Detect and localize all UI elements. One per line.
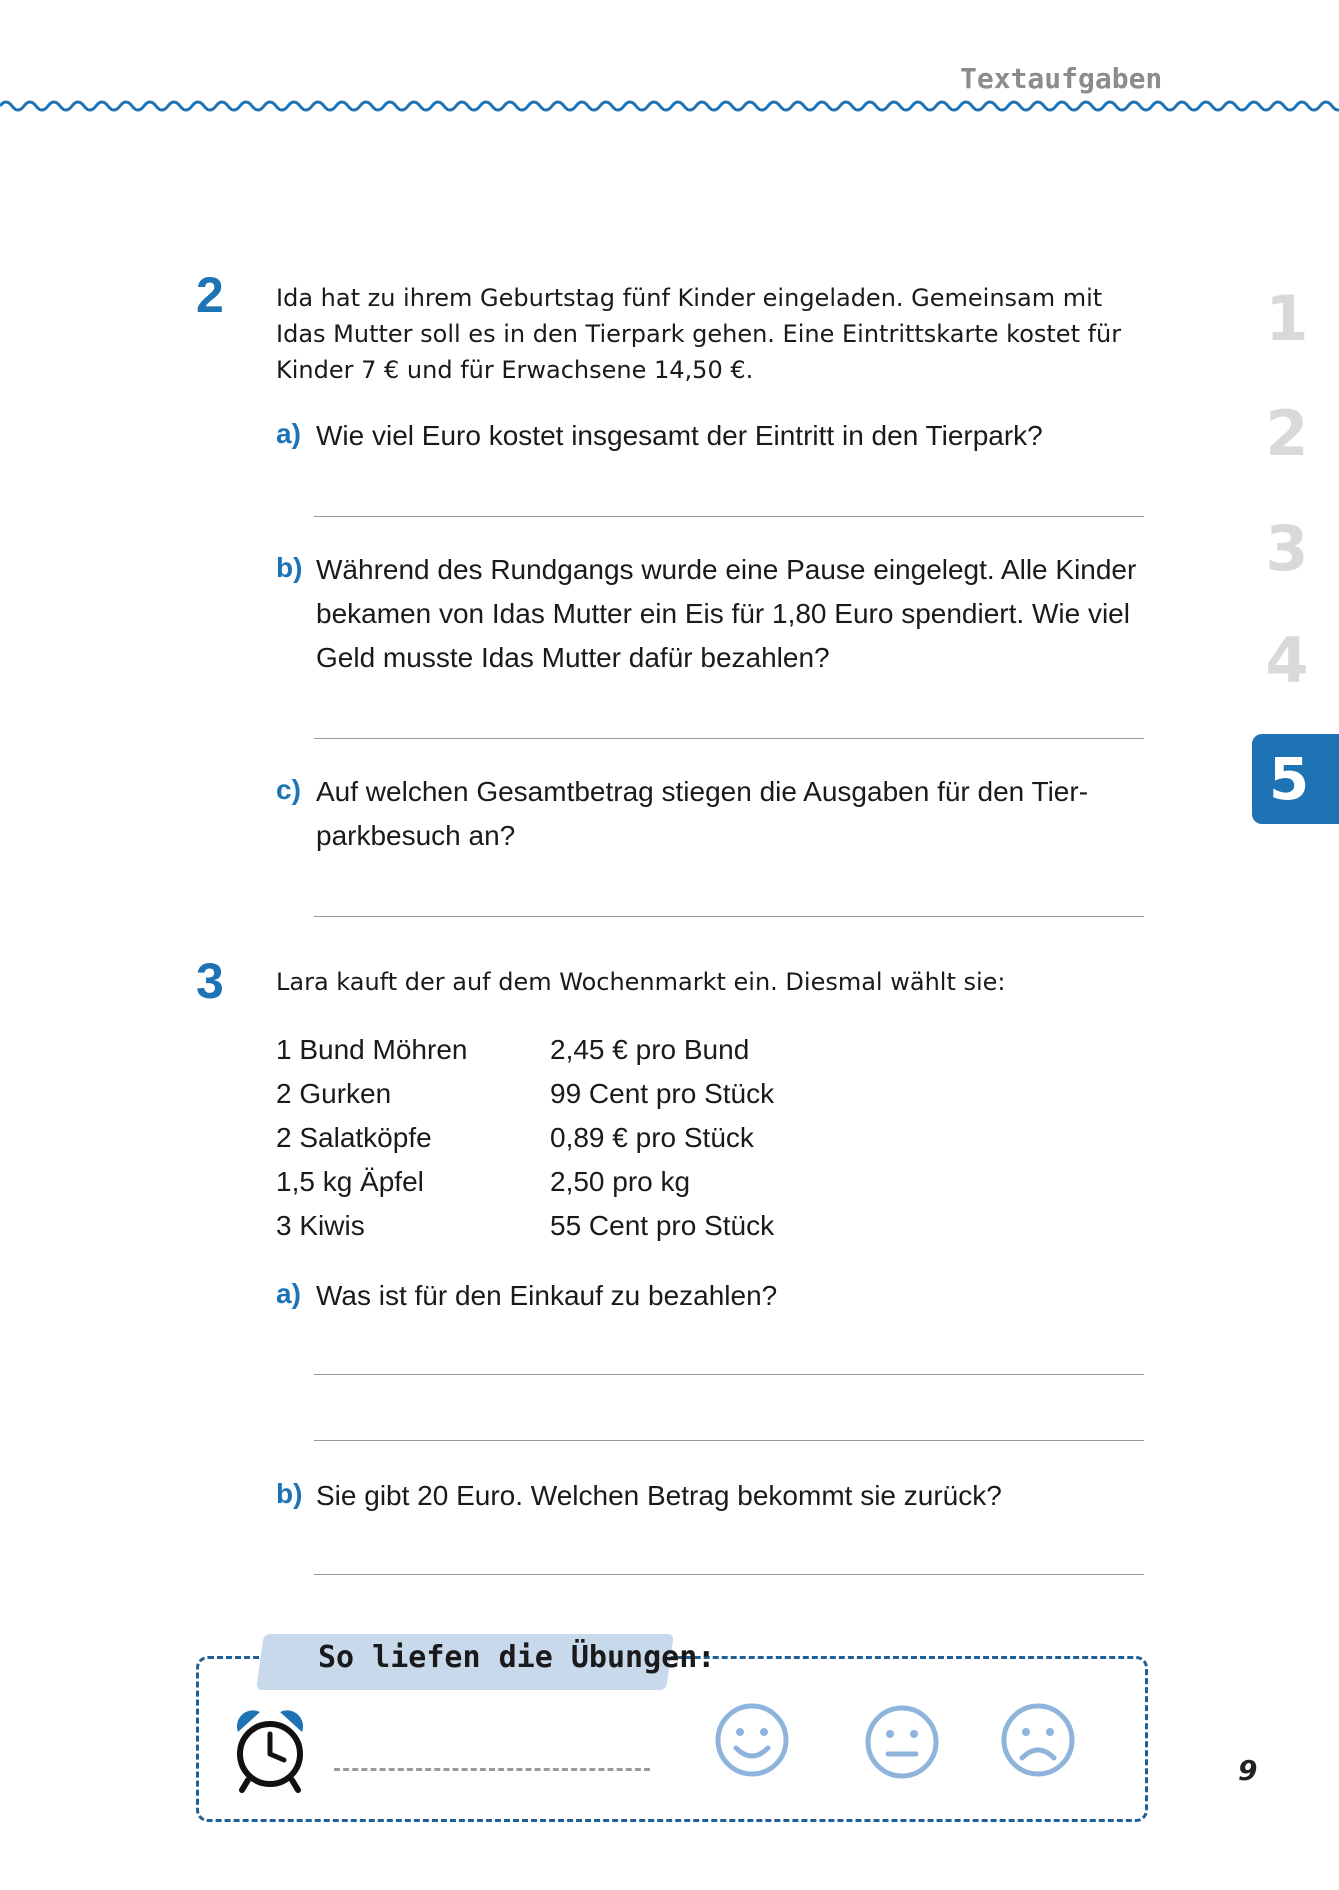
sad-face-icon[interactable] <box>1000 1702 1076 1778</box>
intro-line: Kinder 7 € und für Erwachsene 14,50 €. <box>276 356 754 384</box>
chapter-nav-3[interactable]: 3 <box>1265 512 1309 585</box>
task-intro <box>276 280 1121 388</box>
answer-line[interactable] <box>314 1574 1144 1575</box>
question-line: Geld musste Idas Mutter dafür bezahlen? <box>316 642 830 673</box>
intro-line: Ida hat zu ihrem Geburtstag fünf Kinder eingeladen. Gemeinsam mit <box>276 284 1103 312</box>
answer-line[interactable] <box>314 738 1144 739</box>
item-price: 2,45 € pro Bund <box>550 1034 750 1065</box>
rating-label: So liefen die Übungen: <box>318 1640 716 1675</box>
header-wave-divider <box>0 86 1339 126</box>
question-text: Sie gibt 20 Euro. Welchen Betrag bekommt sie zurück? <box>316 1480 1002 1511</box>
question-letter: a) <box>276 418 301 449</box>
question-text <box>316 548 1136 680</box>
question-letter: c) <box>276 774 301 805</box>
question-line: Während des Rundgangs wurde eine Pause eingelegt. Alle Kinder <box>316 554 1137 585</box>
question-text: Was ist für den Einkauf zu bezahlen? <box>316 1280 778 1311</box>
question-letter: a) <box>276 1278 301 1309</box>
page-number: 9 <box>1238 1754 1258 1787</box>
answer-line[interactable] <box>314 1440 1144 1441</box>
question-text <box>316 770 1088 858</box>
item-price: 2,50 pro kg <box>550 1166 691 1197</box>
item-name: 1 Bund Möhren <box>276 1034 468 1065</box>
item-name: 2 Salatköpfe <box>276 1122 432 1153</box>
task-number: 2 <box>196 267 224 323</box>
question-letter: b) <box>276 1478 303 1509</box>
item-price: 55 Cent pro Stück <box>550 1210 775 1241</box>
item-name: 2 Gurken <box>276 1078 392 1109</box>
alarm-clock-icon <box>228 1704 312 1794</box>
question-text <box>316 414 1043 458</box>
intro-line: Idas Mutter soll es in den Tierpark gehen. Eine Eintrittskarte kostet für <box>276 320 1122 348</box>
task-intro: Lara kauft der auf dem Wochenmarkt ein. Diesmal wählt sie: <box>276 968 1006 996</box>
question-letter: b) <box>276 552 303 583</box>
time-input[interactable] <box>334 1768 650 1771</box>
answer-line[interactable] <box>314 916 1144 917</box>
happy-face-icon[interactable] <box>714 1702 790 1778</box>
answer-line[interactable] <box>314 516 1144 517</box>
chapter-nav-4[interactable]: 4 <box>1265 624 1309 697</box>
item-price: 99 Cent pro Stück <box>550 1078 775 1109</box>
chapter-nav-1[interactable]: 1 <box>1265 282 1309 355</box>
question-line: Auf welchen Gesamtbetrag stiegen die Ausgaben für den Tier- <box>316 776 1089 807</box>
page-header-title: Textaufgaben <box>960 62 1163 95</box>
answer-line[interactable] <box>314 1374 1144 1375</box>
neutral-face-icon[interactable] <box>864 1704 940 1780</box>
item-name: 1,5 kg Äpfel <box>276 1166 424 1197</box>
chapter-nav-2[interactable]: 2 <box>1265 397 1309 470</box>
chapter-nav-5-active[interactable] <box>1252 734 1339 824</box>
chapter-tab-number: 5 <box>1268 745 1310 813</box>
question-line: bekamen von Idas Mutter ein Eis für 1,80 Euro spendiert. Wie viel <box>316 598 1130 629</box>
item-price: 0,89 € pro Stück <box>550 1122 754 1153</box>
question-line: parkbesuch an? <box>316 820 516 851</box>
item-name: 3 Kiwis <box>276 1210 365 1241</box>
question-line: Wie viel Euro kostet insgesamt der Eintritt in den Tierpark? <box>316 420 1043 451</box>
task-number: 3 <box>196 953 224 1009</box>
